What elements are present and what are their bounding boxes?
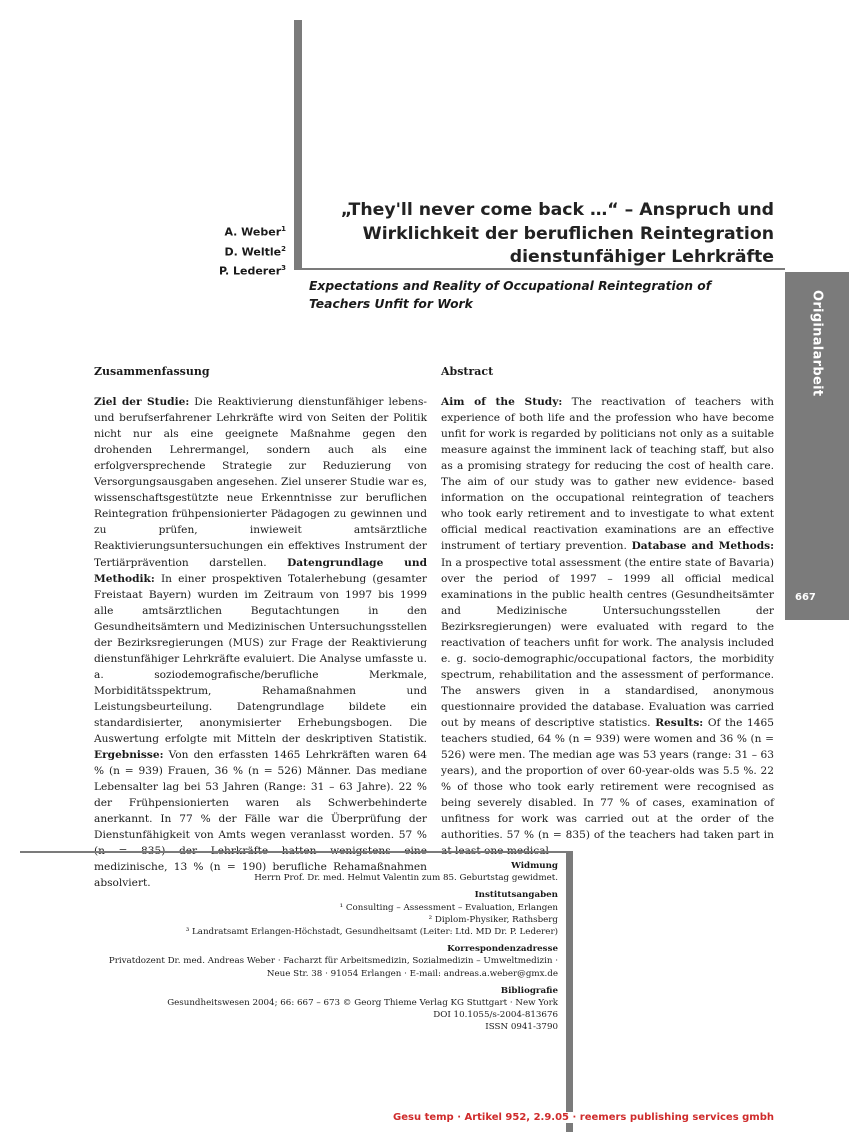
info-heading: Widmung: [511, 861, 558, 871]
article-subtitle: Expectations and Reality of Occupational Reintegration of Teachers Unfit for Work: [309, 279, 712, 311]
bibliography-line: Gesundheitswesen 2004; 66: 667 – 673 © Georg Thieme Verlag KG Stuttgart · New York: [167, 998, 558, 1009]
abstract-paragraph: Aim of the Study: The reactivation of teachers with experience of both life and the profession who have become unfit for work is regarded by politicians not only as a suitable measure against the imminent lack of teaching staff, but also as a promising strategy for reducing the cost of health care. The aim of our study was to gather new evidence- based information on the occupational reintegration of teachers who took early retirement and to investigate to what extent official medical reactivation examinations are an effective instrument of tertiary prevention. Database and Methods: In a prospective total assessment (the entire state of Bavaria) over the period of 1997 – 1999 all official medical examinations in the public health centres (Gesundheitsämter and Medizinische Untersuchungsstellen der Bezirksregierungen) were evaluated with regard to the reactivation of teachers unfit for work. The analysis included e. g. socio-demographic/occupational factors, the morbidity spectrum, rehabilitation and the assessment of performance. The answers given in a standardised, anonymous questionnaire provided the database. Evaluation was carried out by means of descriptive statistics. Results: Of the 1465 teachers studied, 64 % (n = 939) were women and 36 % (n = 526) were men. The median age was 53 years (range: 31 – 63 years), and the proportion of over 60-year-olds was 5.5 %. 22 % of those who took early retirement were recognised as being severely disabled. In 77 % of cases, examination of unfitness for work was carried out at the order of the authorities. 57 % (n = 835) of the teachers had taken part in: [441, 396, 774, 842]
article-info-block: [38, 860, 558, 1034]
author-entry: D. Weltle$^2$: [224, 244, 286, 259]
page-number: 667: [795, 592, 816, 603]
affiliation-line: ³ Landratsamt Erlangen-Höchstadt, Gesundheitsamt (Leiter: Ltd. MD Dr. P. Lederer): [185, 927, 558, 938]
bibliography-line: DOI 10.1055/s-2004-813676: [433, 1010, 558, 1021]
section-side-tab: [785, 272, 849, 620]
correspondence-line: Neue Str. 38 · 91054 Erlangen · E-mail: andreas.a.weber@gmx.de: [266, 968, 558, 979]
author-entry: P. Lederer$^3$: [218, 264, 286, 278]
info-heading: Institutsangaben: [474, 890, 558, 901]
article-title: „They'll never come back …“ – Anspruch und Wirklichkeit der beruflichen Reintegration dienstunfähiger Lehrkräfte: [340, 200, 774, 267]
dedication-text: Herrn Prof. Dr. med. Helmut Valentin zum 85. Geburtstag gewidmet.: [254, 873, 558, 884]
publisher-footer: Gesu temp · Artikel 952, 2.9.05 · reemers publishing services gmbh: [393, 1112, 774, 1123]
affiliation-line: ² Diplom-Physiker, Rathsberg: [428, 914, 558, 925]
zusammenfassung-column: [94, 364, 427, 892]
author-list: [219, 221, 286, 280]
affiliation-line: ¹ Consulting – Assessment – Evaluation, Erlangen: [339, 902, 558, 913]
correspondence-line: Privatdozent Dr. med. Andreas Weber · Facharzt für Arbeitsmedizin, Sozialmedizin – Umweltmedizin ·: [108, 956, 558, 967]
section-heading: Abstract: [441, 365, 494, 378]
article-type-label: Originalarbeit: [809, 290, 825, 397]
title-vertical-rule: [294, 20, 302, 268]
author-entry: A. Weber$^1$: [224, 225, 286, 239]
abstract-column: [441, 364, 774, 859]
footnote-vertical-rule: [566, 851, 573, 1132]
footnote-horizontal-rule: [20, 851, 568, 853]
info-heading: Bibliografie: [500, 985, 558, 996]
section-heading: Zusammenfassung: [94, 365, 210, 378]
info-heading: Korrespondenzadresse: [447, 944, 558, 955]
abstract-paragraph: Ziel der Studie: Die Reaktivierung dienstunfähiger lebens- und berufserfahrener Lehrkräfte wird von Seiten der Politik nicht nur als eine geeignete Maßnahme gegen den drohenden Lehrermangel, sondern auch als eine erfolgversprechende Strategie zur Reduzierung von Versorgungsausgaben angesehen. Ziel unserer Studie war es, wissenschaftsgestützte neue Erkenntnisse zur beruflichen Reintegration frühpensionierter Pädagogen zu gewinnen und zu prüfen, inwieweit amtsärztliche Reaktivierungsuntersuchungen ein effektives Instrument der Tertiärprävention darstellen. Datengrundlage und Methodik: In einer prospektiven Totalerhebung (gesamter Freistaat Bayern) wurden im Zeitraum von 1997 bis 1999 alle amtsärztlichen Begutachtungen in den Gesundheitsämtern und Medizinischen Untersuchungsstellen der Bezirksregierungen (MUS) zur Frage der Reaktivierung dienstunfähiger Lehrkräfte evaluiert. Die Analyse umfasste u. a. soziodemografische/berufliche Merkmale, Morbiditätsspektrum, Rehamaßnahmen und Leistungsbeurteilung. Datengrundlage bildete ein standardisierter, anonymisierter Erhebungsbogen. Die Auswertung erfolgte mit Mitteln der deskriptiven Statistik. Ergebnisse: Von den erfassten 1465 Lehrkräften waren 64 % (n = 939) Frauen, 36 % (n = 526) Männer. Das mediane Lebensalter lag bei 53 Jahren (Range: 31 – 63 Jahre). 22 % der Frühpensionierten waren als Schwerbehinderte anerkannt. In 77 % der Fälle war die Überprüfung der Dienstunfähigkeit von Amts wegen veranlasst worden. 57 % medizinische, 13 % (n = 190) berufliche Rehamaßnahmen absolviert.: [94, 396, 427, 890]
bibliography-line: ISSN 0941-3790: [485, 1022, 558, 1033]
